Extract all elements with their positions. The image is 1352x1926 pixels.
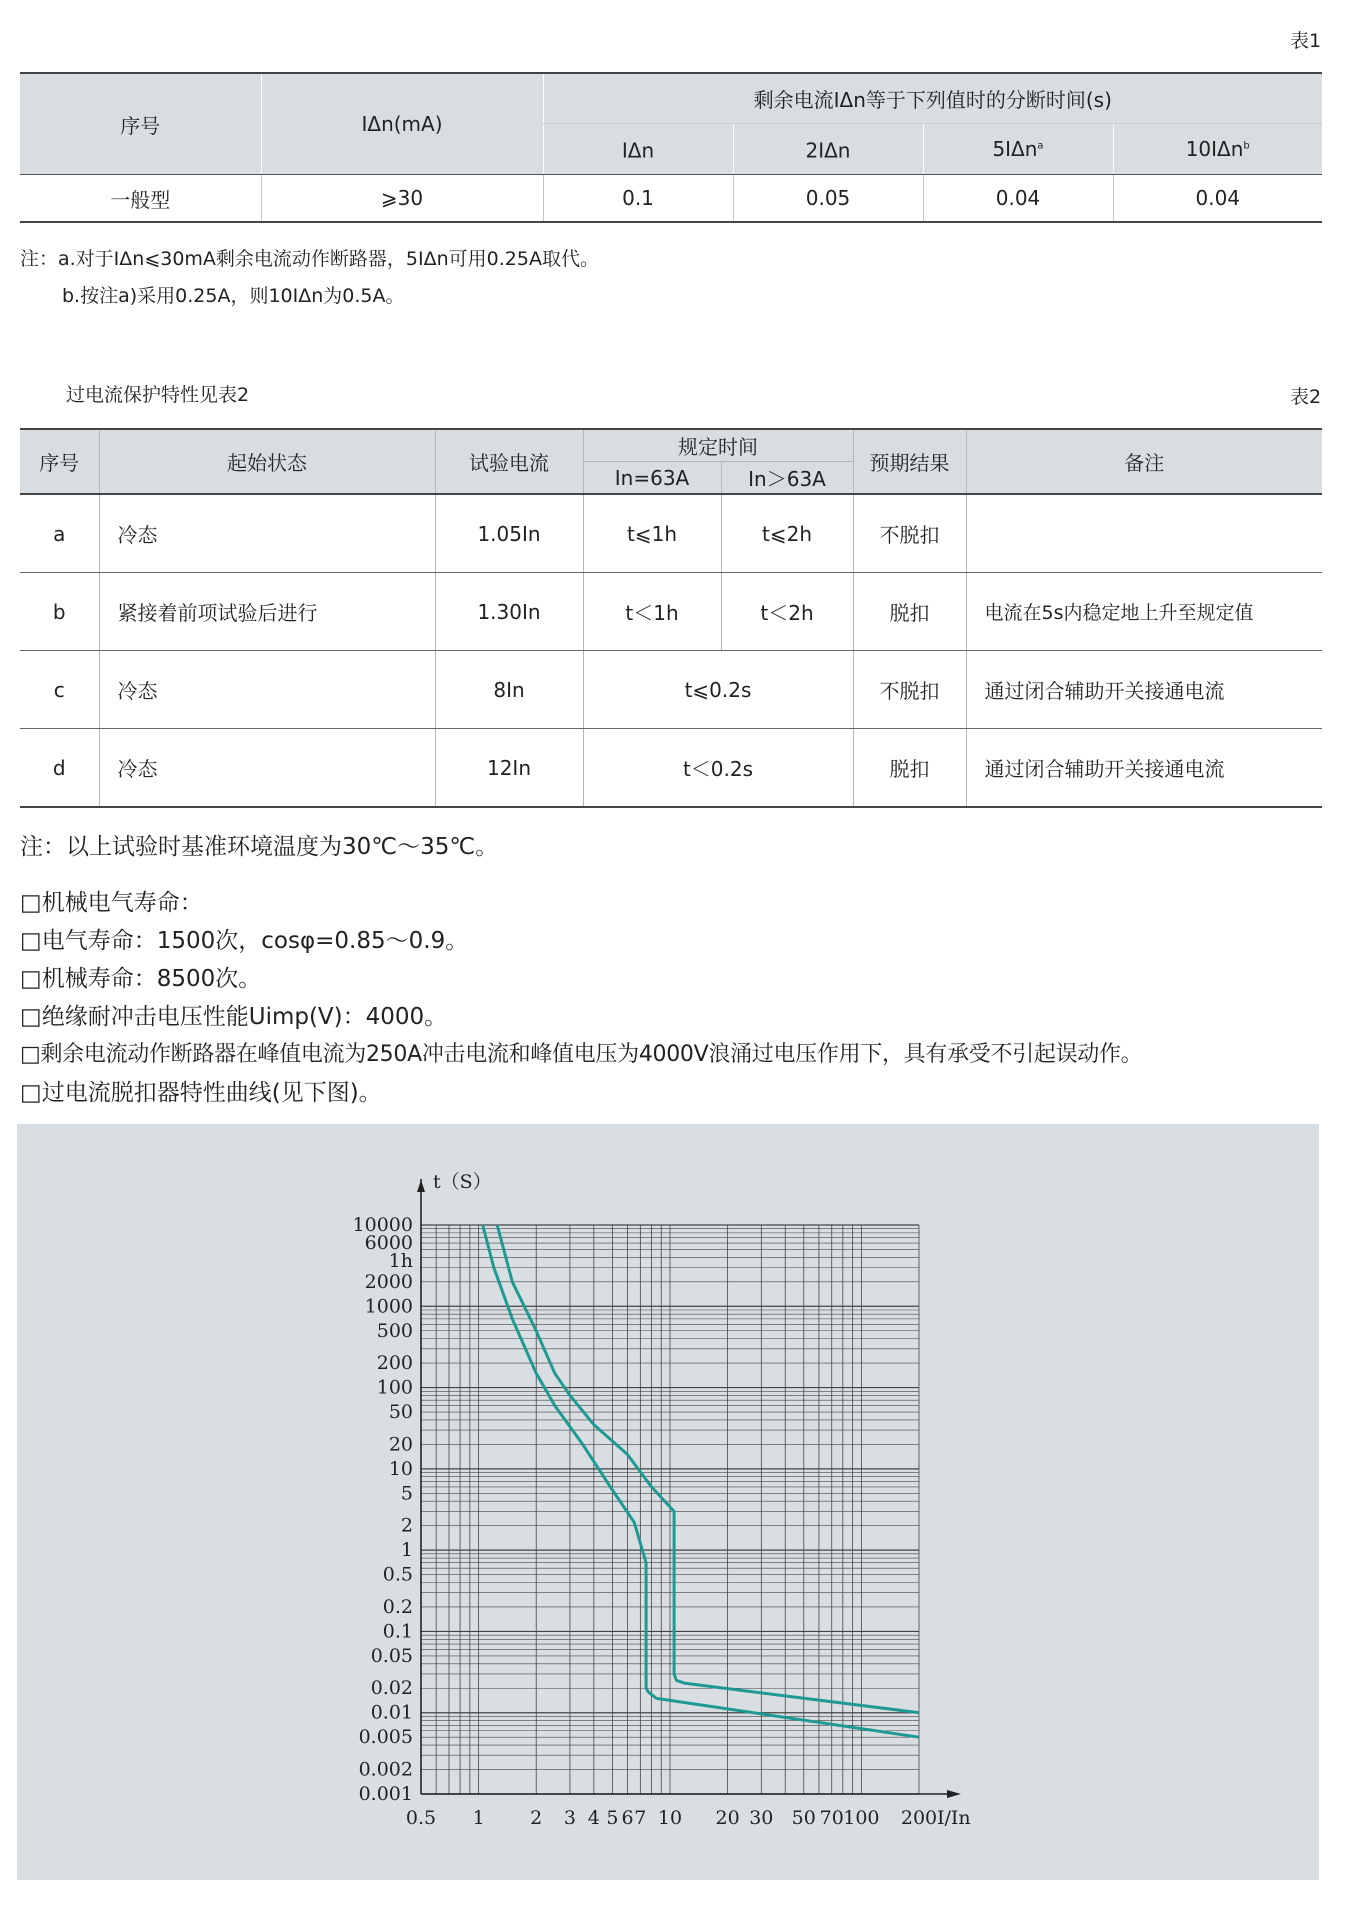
y-axis-label: t（S）: [433, 1171, 492, 1193]
x-tick-label: 3: [563, 1807, 576, 1829]
cell-state: 冷态: [99, 494, 435, 573]
cell-current: 12In: [435, 729, 583, 808]
y-tick-label: 5: [400, 1482, 413, 1505]
cell-state: 冷态: [99, 729, 435, 808]
trip-curve-chart: [17, 1124, 1319, 1880]
trip-curve-panel: [17, 1124, 1319, 1880]
y-tick-label: 100: [376, 1376, 413, 1399]
cell-result: 不脱扣: [853, 494, 966, 573]
table2-label: 表2: [1290, 386, 1322, 408]
col-state: 起始状态: [99, 429, 435, 494]
col-idn: IΔn(mA): [261, 73, 543, 175]
cell-state: 冷态: [99, 651, 435, 729]
table-row: [20, 729, 1322, 808]
table2-caption: 过电流保护特性见表2: [66, 384, 250, 406]
cell-seq: c: [20, 651, 99, 729]
breaking-time-table: [20, 72, 1322, 223]
y-tick-label: 200: [376, 1352, 413, 1375]
y-tick-label: 0.1: [382, 1620, 413, 1643]
cell-result: 不脱扣: [853, 651, 966, 729]
list-item: □电气寿命：1500次，cosφ=0.85～0.9。: [20, 928, 469, 954]
x-tick-label: 1: [472, 1807, 485, 1829]
list-item: □剩余电流动作断路器在峰值电流为250A冲击电流和峰值电压为4000V浪涌过电压作用下，具有承受不引起误动作。: [20, 1042, 1143, 1067]
cell-value: 0.05: [733, 175, 923, 223]
x-tick-label: 30: [749, 1807, 774, 1829]
cell-remark: [966, 494, 1322, 573]
y-tick-label: 0.5: [382, 1563, 413, 1586]
cell-state: 紧接着前项试验后进行: [99, 573, 435, 651]
list-item: □过电流脱扣器特性曲线(见下图)。: [20, 1080, 382, 1106]
y-tick-label: 1: [400, 1539, 413, 1562]
x-tick-label: 100: [843, 1807, 880, 1829]
cell-result: 脱扣: [853, 573, 966, 651]
x-axis-label: I/In: [937, 1807, 971, 1829]
trip-curve-lower: [483, 1225, 919, 1737]
x-tick-label: 4: [587, 1807, 600, 1829]
cell-remark: 通过闭合辅助开关接通电流: [966, 651, 1322, 729]
col-current: 试验电流: [435, 429, 583, 494]
table-row: [20, 651, 1322, 729]
x-tick-label: 6: [621, 1807, 634, 1829]
table-row: [20, 494, 1322, 573]
cell-idn: ⩾30: [261, 175, 543, 223]
table1-note-a: 注：a.对于IΔn⩽30mA剩余电流动作断路器，5IΔn可用0.25A取代。: [20, 248, 599, 270]
subcol-1: IΔn: [543, 124, 733, 175]
list-item: □机械电气寿命：: [20, 890, 203, 916]
y-tick-label: 500: [376, 1319, 413, 1342]
col-seq: 序号: [20, 429, 99, 494]
cell-seq: a: [20, 494, 99, 573]
y-tick-label: 6000: [364, 1232, 413, 1255]
y-tick-label: 0.01: [370, 1701, 413, 1724]
x-tick-label: 7: [634, 1807, 647, 1829]
table1-note-b: b.按注a)采用0.25A，则10IΔn为0.5A。: [62, 285, 405, 307]
col-gt63: In＞63A: [721, 462, 853, 495]
y-tick-label: 1h: [388, 1250, 413, 1273]
y-axis-arrow: [417, 1180, 425, 1192]
table1-label: 表1: [1290, 30, 1322, 52]
cell-time: t＜0.2s: [583, 729, 853, 808]
cell-result: 脱扣: [853, 729, 966, 808]
table2-note: 注：以上试验时基准环境温度为30℃～35℃。: [20, 834, 499, 860]
cell-t1: t＜1h: [583, 573, 721, 651]
x-axis-arrow: [947, 1790, 961, 1798]
overcurrent-table: [20, 428, 1322, 808]
cell-value: 0.04: [1113, 175, 1322, 223]
y-tick-label: 50: [388, 1401, 413, 1424]
y-tick-label: 0.005: [358, 1726, 413, 1749]
y-tick-label: 10: [388, 1457, 413, 1480]
cell-current: 1.30In: [435, 573, 583, 651]
cell-current: 1.05In: [435, 494, 583, 573]
x-tick-label: 2: [530, 1807, 543, 1829]
list-item: □机械寿命：8500次。: [20, 966, 262, 992]
table-row: [20, 573, 1322, 651]
x-tick-label: 10: [657, 1807, 683, 1829]
cell-remark: 通过闭合辅助开关接通电流: [966, 729, 1322, 808]
col-in63: In=63A: [583, 462, 721, 495]
table-row: [20, 175, 1322, 223]
col-remark: 备注: [966, 429, 1322, 494]
cell-t1: t⩽1h: [583, 494, 721, 573]
col-group-breaking-time: 剩余电流IΔn等于下列值时的分断时间(s): [543, 73, 1322, 124]
subcol-10: 10IΔn$^b$: [1113, 124, 1322, 175]
col-seq: 序号: [20, 73, 261, 175]
x-tick-label: 20: [715, 1807, 740, 1829]
cell-type: 一般型: [20, 175, 261, 223]
col-time: 规定时间: [583, 429, 853, 462]
feature-list: [20, 884, 1142, 1112]
y-tick-label: 20: [388, 1433, 413, 1456]
cell-seq: d: [20, 729, 99, 808]
cell-remark: 电流在5s内稳定地上升至规定值: [966, 573, 1322, 651]
y-tick-label: 2000: [364, 1270, 413, 1293]
x-tick-label: 5: [606, 1807, 619, 1829]
x-tick-label: 50: [791, 1807, 816, 1829]
y-tick-label: 0.002: [358, 1758, 413, 1781]
cell-seq: b: [20, 573, 99, 651]
y-tick-label: 0.001: [358, 1783, 413, 1805]
cell-t2: t⩽2h: [721, 494, 853, 573]
col-result: 预期结果: [853, 429, 966, 494]
y-tick-label: 0.05: [370, 1644, 413, 1667]
cell-t2: t＜2h: [721, 573, 853, 651]
y-tick-label: 10000: [352, 1214, 413, 1236]
x-tick-label: 70: [819, 1807, 844, 1829]
cell-value: 0.04: [923, 175, 1113, 223]
y-tick-label: 0.02: [370, 1677, 413, 1700]
y-tick-label: 0.2: [382, 1595, 413, 1618]
y-tick-label: 1000: [364, 1295, 413, 1318]
subcol-2: 2IΔn: [733, 124, 923, 175]
cell-time: t⩽0.2s: [583, 651, 853, 729]
x-tick-label: 200: [900, 1807, 938, 1829]
list-item: □绝缘耐冲击电压性能Uimp(V)：4000。: [20, 1004, 448, 1030]
subcol-5: 5IΔn$^a$: [923, 124, 1113, 175]
cell-current: 8In: [435, 651, 583, 729]
y-tick-label: 2: [400, 1514, 413, 1537]
x-tick-label: 0.5: [405, 1807, 437, 1829]
cell-value: 0.1: [543, 175, 733, 223]
